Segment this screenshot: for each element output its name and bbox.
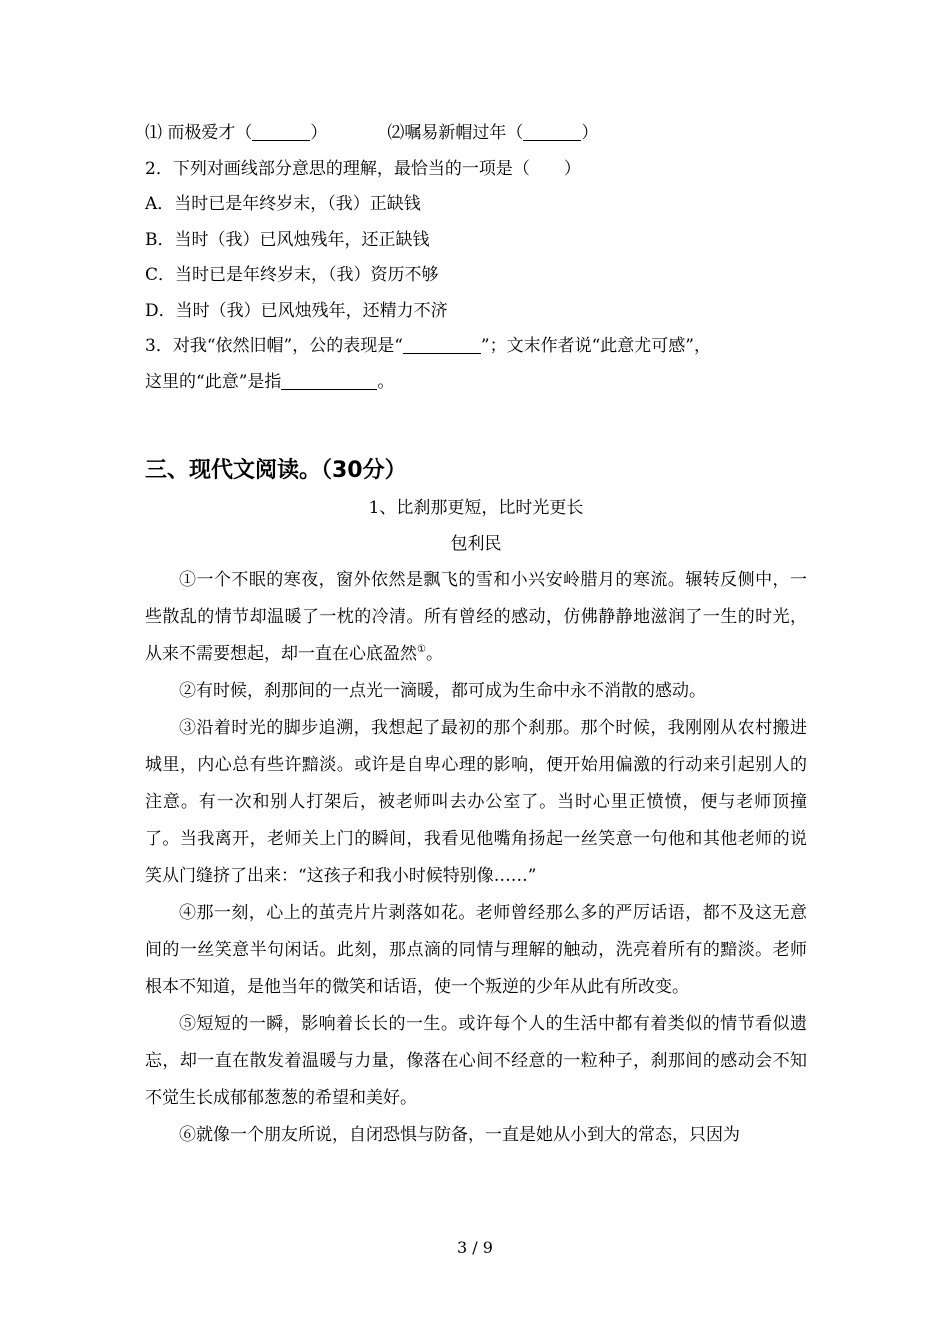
q3-line-1: 3．对我“依然旧帽”，公的表现是“ ”；文末作者说“此意尤可感”，	[145, 336, 711, 356]
q1-subitems	[145, 116, 807, 152]
paragraph-4: ④那一刻，心上的茧壳片片剥落如花。老师曾经那么多的严厉话语，都不及这无意间的一丝笑意半句闲话。此刻，那点滴的同情与理解的触动，洗亮着所有的黯淡。老师根本不知道，是他当年的微笑和话语，使一个叛逆的少年从此有所改变。	[145, 903, 807, 997]
q1-subitem-2: ⑵嘱易新帽过年（ ）	[387, 123, 599, 143]
q3-line-2: 这里的“此意”是指 。	[145, 371, 395, 392]
section-title: 三、现代文阅读。（30分）	[145, 458, 407, 483]
q1-subitem-1: ⑴ 而极爱才（ ）	[145, 123, 328, 143]
article-author: 包利民	[450, 533, 502, 554]
paragraph-3: ③沿着时光的脚步追溯，我想起了最初的那个刹那。那个时候，我刚刚从农村搬进城里，内心总有些许黯淡。或许是自卑心理的影响，便开始用偏激的行动来引起别人的注意。有一次和别人打架后，被老师叫去办公室了。当时心里正愤愤，便与老师顶撞了。当我离开，老师关上门的瞬间，我看见他嘴角扬起一丝笑意一句他和其他老师的说笑从门缝挤了出来：“这孩子和我小时候特别像……”	[145, 718, 807, 886]
page-number: 3 / 9	[457, 1238, 493, 1257]
paragraph-1: ①一个不眠的寒夜，窗外依然是飘飞的雪和小兴安岭腊月的寒流。辗转反侧中，一些散乱的情节却温暖了一枕的冷清。所有曾经的感动，仿佛静静地滋润了一生的时光，从来不需要想起，却一直在心底盈然①。	[145, 570, 807, 664]
answer-blank[interactable]	[523, 122, 581, 141]
page-content	[145, 116, 807, 1154]
answer-blank[interactable]	[252, 122, 310, 141]
q2-option-b: B．当时（我）已风烛残年，还正缺钱	[145, 229, 430, 250]
paragraph-6: ⑥就像一个朋友所说，自闭恐惧与防备，一直是她从小到大的常态，只因为	[179, 1125, 740, 1145]
paragraph-5: ⑤短短的一瞬，影响着长长的一生。或许每个人的生活中都有着类似的情节看似遗忘，却一直在散发着温暖与力量，像落在心间不经意的一粒种子，刹那间的感动会不知不觉生长成郁郁葱葱的希望和美好。	[145, 1014, 807, 1108]
paragraph-2: ②有时候，刹那间的一点光一滴暖，都可成为生命中永不消散的感动。	[179, 681, 706, 701]
answer-blank[interactable]	[403, 335, 481, 354]
q2-stem: 2．下列对画线部分意思的理解，最恰当的一项是（ ）	[145, 158, 581, 179]
footnote-mark: ①	[417, 644, 426, 655]
q2-option-d: D．当时（我）已风烛残年，还精力不济	[145, 300, 448, 321]
answer-blank[interactable]	[281, 371, 377, 390]
q2-option-a: A．当时已是年终岁末，（我）正缺钱	[145, 194, 421, 214]
q2-option-c: C．当时已是年终岁末，（我）资历不够	[145, 265, 439, 285]
article-title: 1、比刹那更短，比时光更长	[368, 498, 584, 518]
